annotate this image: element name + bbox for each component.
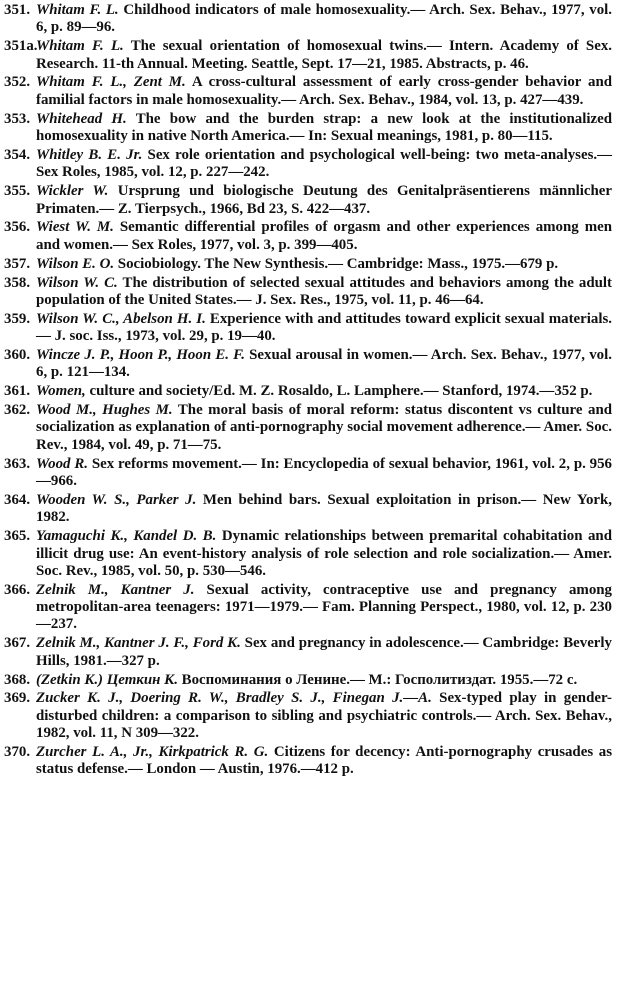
reference-entry bbox=[4, 111, 612, 146]
reference-authors: Wooden W. S., Parker J. bbox=[36, 491, 197, 508]
reference-source: — In: Encyclopedia of sexual behavior, 1961, vol. 2, p. 956—966. bbox=[36, 455, 613, 490]
reference-number: 363. bbox=[4, 455, 31, 472]
reference-title: Childhood indicators of male homosexuality. bbox=[118, 2, 411, 18]
reference-source: — J. soc. Iss., 1973, vol. 29, p. 19—40. bbox=[36, 328, 276, 345]
reference-authors: Whitam F. L., Zent M. bbox=[36, 74, 186, 91]
reference-entry bbox=[4, 38, 612, 73]
reference-title: The bow and the burden strap: a new look at the institutionalized homosexuality in native North America. bbox=[36, 110, 613, 145]
reference-title: Dynamic relationships between premarital cohabitation and illicit drug use: An event-history analysis of role selection and role socialization. bbox=[36, 528, 612, 562]
reference-entry bbox=[4, 635, 612, 670]
reference-title: The distribution of selected sexual attitudes and behaviors among the adult population of the United States. bbox=[36, 274, 612, 308]
reference-number: 354. bbox=[4, 146, 31, 163]
reference-number: 358. bbox=[4, 274, 31, 291]
reference-source: — Intern. Academy of Sex. Research. 11-th Annual. Meeting. Seattle, Sept. 17—21, 1985. Abstracts, p. 46. bbox=[36, 38, 612, 72]
reference-title: Sex and pregnancy in adolescence. bbox=[240, 635, 464, 652]
reference-source: — J. Sex. Res., 1975, vol. 11, p. 46—64. bbox=[236, 291, 484, 308]
reference-source: — Stanford, 1974.—352 p. bbox=[423, 383, 593, 400]
reference-number: 357. bbox=[4, 255, 31, 272]
reference-title: Citizens for decency: Anti-pornography crusades as status defense. bbox=[36, 744, 612, 778]
reference-authors: Zelnik M., Kantner J. bbox=[36, 581, 195, 598]
reference-source: — Sex Roles, 1985, vol. 12, p. 227—242. bbox=[36, 146, 612, 181]
reference-source: — Cambridge: Mass., 1975.—679 p. bbox=[328, 255, 559, 272]
reference-number: 359. bbox=[4, 310, 31, 327]
reference-number: 351a. bbox=[4, 38, 38, 55]
reference-source: — Cambridge: Beverly Hills, 1981.—327 p. bbox=[36, 635, 612, 669]
reference-title: A cross-cultural assessment of early cross-gender behavior and familial factors in male homosexuality. bbox=[36, 74, 613, 108]
reference-source: — Arch. Sex. Behav., 1977, vol. 6, p. 121—134. bbox=[36, 347, 612, 381]
reference-number: 355. bbox=[4, 183, 31, 200]
reference-number: 352. bbox=[4, 74, 31, 91]
reference-number: 365. bbox=[4, 528, 31, 545]
reference-entry bbox=[4, 183, 612, 218]
reference-authors: Zurcher L. A., Jr., Kirkpatrick R. G. bbox=[36, 744, 269, 761]
reference-number: 353. bbox=[4, 110, 31, 127]
reference-title: Sex role orientation and psychological well-being: two meta-analyses. bbox=[142, 146, 598, 163]
reference-number: 364. bbox=[4, 491, 31, 508]
reference-entry bbox=[4, 402, 612, 454]
reference-title: Sexual arousal in women. bbox=[244, 347, 413, 363]
reference-source: — Amer. Soc. Rev., 1984, vol. 49, p. 71—75. bbox=[36, 419, 612, 453]
reference-authors: Whitam F. L. bbox=[36, 38, 124, 55]
reference-authors: Wiest W. M. bbox=[36, 219, 114, 236]
reference-entry bbox=[4, 456, 612, 491]
reference-authors: Wood R. bbox=[36, 455, 88, 472]
reference-number: 368. bbox=[4, 671, 31, 688]
reference-entry bbox=[4, 275, 612, 310]
reference-title: Sexual activity, contraceptive use and pregnancy among metropolitan-area teenagers: 1971—1979. bbox=[36, 581, 612, 616]
reference-title: Sociobiology. The New Synthesis. bbox=[114, 255, 329, 272]
reference-number: 361. bbox=[4, 383, 31, 400]
reference-entry bbox=[4, 492, 612, 527]
reference-entry bbox=[4, 690, 612, 742]
reference-entry bbox=[4, 347, 612, 382]
reference-authors: Whitam F. L. bbox=[36, 2, 119, 18]
reference-entry bbox=[4, 582, 612, 634]
reference-authors: Zelnik M., Kantner J. F., Ford K. bbox=[36, 635, 241, 652]
reference-title: Sex-typed play in gender-disturbed children: a comparison to sibling and psychiatric controls. bbox=[36, 690, 612, 724]
reference-number: 360. bbox=[4, 347, 31, 363]
reference-number: 367. bbox=[4, 635, 31, 652]
reference-authors: Wickler W. bbox=[36, 183, 109, 200]
reference-source: — Z. Tierpsych., 1966, Bd 23, S. 422—437. bbox=[99, 200, 371, 217]
reference-authors: Yamaguchi K., Kandel D. B. bbox=[36, 528, 217, 545]
reference-entry bbox=[4, 74, 612, 109]
reference-source: — New York, 1982. bbox=[36, 491, 613, 526]
reference-number: 351. bbox=[4, 2, 31, 18]
reference-entry bbox=[4, 672, 612, 689]
reference-title: Men behind bars. Sexual exploitation in prison. bbox=[196, 491, 522, 508]
reference-number: 356. bbox=[4, 219, 31, 236]
reference-source: — In: Sexual meanings, 1981, p. 80—115. bbox=[289, 128, 553, 145]
reference-number: 370. bbox=[4, 744, 31, 761]
reference-authors: Women, bbox=[36, 383, 86, 400]
reference-entry bbox=[4, 528, 612, 580]
reference-authors: (Zetkin K.) Цеткин К. bbox=[36, 671, 178, 688]
reference-source: — Arch. Sex. Behav., 1977, vol. 6, p. 89—96. bbox=[36, 2, 612, 36]
reference-entry bbox=[4, 219, 612, 254]
reference-title: Experience with and attitudes toward explicit sexual materials. bbox=[205, 310, 612, 327]
reference-authors: Wood M., Hughes M. bbox=[36, 402, 173, 419]
reference-title: The sexual orientation of homosexual twins. bbox=[123, 38, 427, 55]
reference-entry bbox=[4, 311, 612, 346]
reference-title: Sex reforms movement. bbox=[87, 455, 242, 472]
reference-title: culture and society/Ed. M. Z. Rosaldo, L. Lamphere. bbox=[85, 383, 424, 400]
reference-number: 366. bbox=[4, 581, 31, 598]
reference-source: — Arch. Sex. Behav., 1982, vol. 11, N 309—322. bbox=[36, 707, 612, 742]
reference-source: — Sex Roles, 1977, vol. 3, p. 399—405. bbox=[112, 236, 358, 253]
reference-authors: Wilson W. C. bbox=[36, 274, 118, 291]
reference-authors: Wincze J. P., Hoon P., Hoon E. F. bbox=[36, 347, 245, 363]
reference-source: — Amer. Soc. Rev., 1985, vol. 50, p. 530—546. bbox=[36, 545, 612, 579]
reference-title: The moral basis of moral reform: status discontent vs culture and socialization as explanation of anti-pornography social movement adherence. bbox=[36, 402, 613, 436]
reference-authors: Whitehead H. bbox=[36, 110, 127, 127]
reference-list bbox=[4, 2, 612, 779]
reference-entry bbox=[4, 147, 612, 182]
reference-title: Воспоминания о Ленине. bbox=[177, 671, 350, 688]
reference-entry bbox=[4, 2, 612, 37]
reference-source: — Fam. Planning Perspect., 1980, vol. 12, p. 230—237. bbox=[36, 599, 612, 633]
reference-authors: Wilson W. C., Abelson H. I. bbox=[36, 310, 206, 327]
reference-title: Semantic differential profiles of orgasm and other experiences among men and women. bbox=[36, 219, 612, 253]
reference-authors: Wilson E. O. bbox=[36, 255, 115, 272]
reference-entry bbox=[4, 256, 612, 273]
reference-authors: Whitley B. E. Jr. bbox=[36, 146, 143, 163]
reference-source: — М.: Госполитиздат. 1955.—72 с. bbox=[349, 671, 578, 688]
reference-entry bbox=[4, 744, 612, 779]
reference-source: — London — Austin, 1976.—412 p. bbox=[127, 761, 354, 778]
reference-number: 362. bbox=[4, 402, 31, 419]
reference-source: — Arch. Sex. Behav., 1984, vol. 13, p. 427—439. bbox=[281, 91, 584, 108]
reference-entry bbox=[4, 383, 612, 400]
reference-title: Ursprung und biologische Deutung des Genitalpräsentierens männlicher Primaten. bbox=[36, 183, 612, 217]
reference-number: 369. bbox=[4, 690, 31, 707]
reference-authors: Zucker K. J., Doering R. W., Bradley S. J., Finegan J.—A. bbox=[36, 690, 432, 707]
